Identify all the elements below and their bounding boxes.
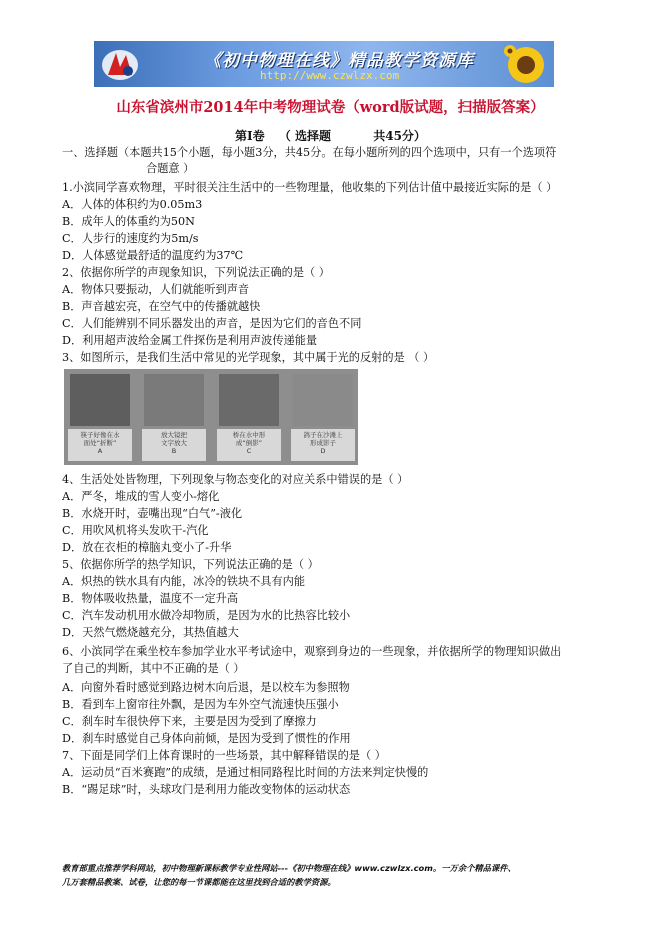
figure-caption-b: 放大镜把 文字放大 B bbox=[142, 429, 206, 461]
question-2-option-a: A．物体只要振动，人们就能听到声音 bbox=[62, 283, 250, 296]
question-4-option-c: C．用吹风机将头发吹干-汽化 bbox=[62, 524, 209, 537]
part-score: 共45分） bbox=[373, 129, 426, 143]
question-4-option-b: B．水烧开时，壶嘴出现“白气”-液化 bbox=[62, 507, 243, 520]
section-instruction-cont: 合题意 ） bbox=[146, 162, 195, 175]
question-7-option-b: B．“踢足球”时，头球攻门是利用力能改变物体的运动状态 bbox=[62, 783, 351, 796]
question-1-option-c: C．人步行的速度约为5m/s bbox=[62, 232, 199, 245]
question-2-option-d: D．利用超声波给金属工件探伤是利用声波传递能量 bbox=[62, 334, 318, 347]
banner-url[interactable]: http://www.czwlzx.com bbox=[260, 69, 400, 82]
footer-line-2: 几万套精品教案、试卷，让您的每一节课都能在这里找到合适的教学资源。 bbox=[62, 877, 336, 887]
section-instruction: 一、选择题（本题共15个小题，每小题3分，共45分。在每小题所列的四个选项中，只有一个选项符 bbox=[62, 146, 557, 159]
figure-caption-c: 桥在水中形 成“倒影” C bbox=[217, 429, 281, 461]
figure-caption-a: 筷子好像在水 面处“折断” A bbox=[68, 429, 132, 461]
question-7: 7、下面是同学们上体育课时的一些场景，其中解释错误的是（ ） bbox=[62, 749, 386, 762]
question-5-option-c: C．汽车发动机用水做冷却物质，是因为水的比热容比较小 bbox=[62, 609, 351, 622]
site-logo-icon bbox=[100, 45, 140, 83]
footer-line-1: 教育部重点推荐学科网站，初中物理新课标教学专业性网站---《初中物理在线》www.czwlzx.com。一万余个精品课件、 bbox=[62, 863, 516, 873]
figure-image-d bbox=[293, 374, 353, 426]
banner-title: 《初中物理在线》精品教学资源库 bbox=[204, 51, 474, 71]
question-6: 6、小滨同学在乘坐校车参加学业水平考试途中，观察到身边的一些现象，并依据所学的物理知识做出 bbox=[62, 645, 562, 658]
question-1-option-b: B．成年人的体重约为50N bbox=[62, 215, 195, 228]
figure-image-c bbox=[219, 374, 279, 426]
question-1-option-d: D．人体感觉最舒适的温度约为37℃ bbox=[62, 249, 244, 262]
part-type: （ 选择题 bbox=[278, 129, 332, 143]
question-1-option-a: A．人体的体积约为0.05m3 bbox=[62, 198, 203, 211]
question-5-option-d: D．天然气燃烧越充分，其热值越大 bbox=[62, 626, 239, 639]
optics-figure bbox=[64, 369, 358, 465]
question-6-option-b: B．看到车上窗帘往外飘，是因为车外空气流速快压强小 bbox=[62, 698, 339, 711]
question-4-option-d: D．放在衣柜的樟脑丸变小了-升华 bbox=[62, 541, 232, 554]
part-label: 第Ⅰ卷 bbox=[235, 129, 265, 143]
question-4: 4、生活处处皆物理，下列现象与物态变化的对应关系中错误的是（ ） bbox=[62, 473, 409, 486]
question-2-option-c: C．人们能辨别不同乐器发出的声音，是因为它们的音色不同 bbox=[62, 317, 362, 330]
part-heading bbox=[0, 127, 661, 144]
question-6-option-a: A．向窗外看时感觉到路边树木向后退，是以校车为参照物 bbox=[62, 681, 350, 694]
question-6-option-d: D．刹车时感觉自己身体向前倾，是因为受到了惯性的作用 bbox=[62, 732, 351, 745]
question-3: 3、如图所示，是我们生活中常见的光学现象，其中属于光的反射的是 （ ） bbox=[62, 351, 435, 364]
figure-caption-d: 鸽子在沙滩上 形成影子 D bbox=[291, 429, 355, 461]
site-banner bbox=[94, 41, 554, 87]
question-6-option-c: C．刹车时车很快停下来，主要是因为受到了摩擦力 bbox=[62, 715, 317, 728]
figure-image-b bbox=[144, 374, 204, 426]
question-4-option-a: A．严冬，堆成的雪人变小-熔化 bbox=[62, 490, 220, 503]
question-7-option-a: A．运动员“百米赛跑”的成绩，是通过相同路程比时间的方法来判定快慢的 bbox=[62, 766, 429, 779]
question-1: 1.小滨同学喜欢物理，平时很关注生活中的一些物理量，他收集的下列估计值中最接近实际的是（ ） bbox=[62, 181, 558, 194]
question-2-option-b: B．声音越宏亮，在空气中的传播就越快 bbox=[62, 300, 261, 313]
question-5-option-a: A．炽热的铁水具有内能，冰冷的铁块不具有内能 bbox=[62, 575, 306, 588]
question-6-cont: 了自己的判断，其中不正确的是（ ） bbox=[62, 662, 245, 675]
question-5: 5、依据你所学的热学知识，下列说法正确的是（ ） bbox=[62, 558, 319, 571]
document-title: 山东省滨州市2014年中考物理试卷（word版试题，扫描版答案） bbox=[116, 99, 545, 116]
figure-image-a bbox=[70, 374, 130, 426]
question-5-option-b: B．物体吸收热量，温度不一定升高 bbox=[62, 592, 239, 605]
sunflower-icon bbox=[502, 43, 550, 87]
question-2: 2、依据你所学的声现象知识，下列说法正确的是（ ） bbox=[62, 266, 330, 279]
